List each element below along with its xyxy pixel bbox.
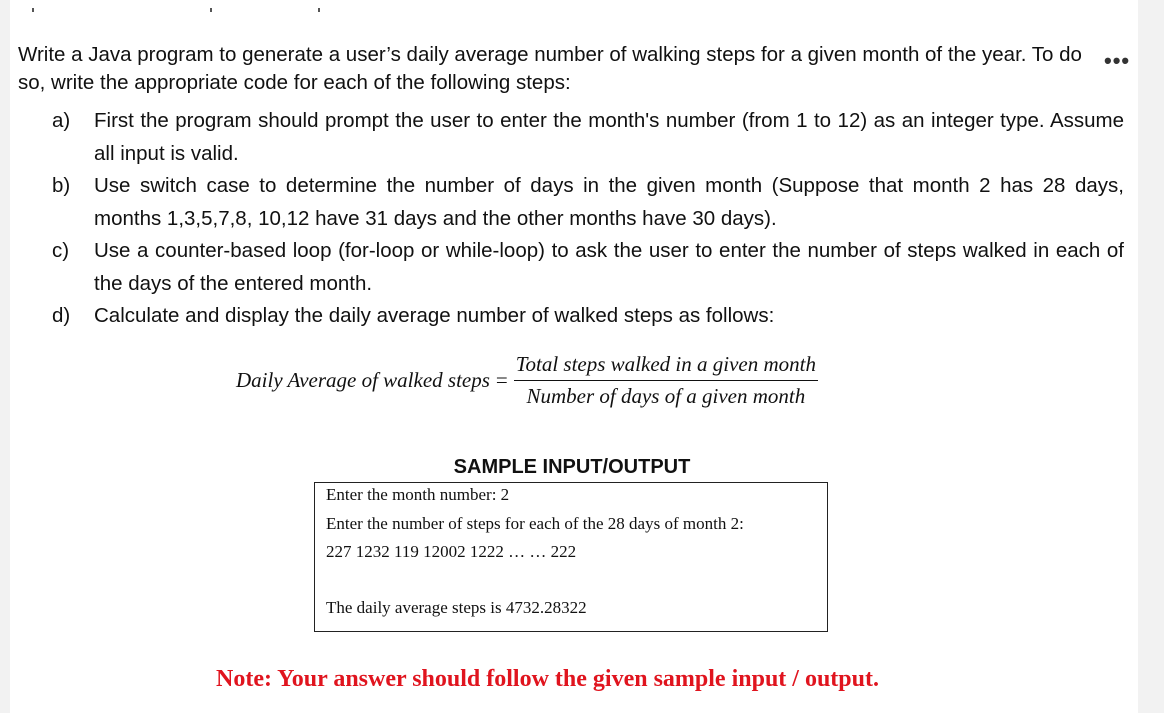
formula-fraction <box>514 352 818 409</box>
formula-equals: = <box>495 368 508 392</box>
sample-line: Enter the number of steps for each of the 28 days of month 2: <box>326 514 744 533</box>
sample-title: SAMPLE INPUT/OUTPUT <box>453 456 691 478</box>
right-margin-strip <box>1138 0 1164 713</box>
step-text: Use a counter-based loop (for-loop or while-loop) to ask the user to enter the number of steps walked in each of the days of the entered month. <box>94 239 1124 295</box>
step-marker: b) <box>52 174 71 197</box>
formula-denominator: Number of days of a given month <box>526 384 806 408</box>
step-marker: a) <box>52 109 71 132</box>
step-b <box>52 170 1124 235</box>
more-options-icon[interactable]: ••• <box>1104 48 1131 73</box>
sample-io-box <box>314 482 828 632</box>
formula-lhs: Daily Average of walked steps <box>236 368 490 392</box>
steps-list <box>52 105 1124 333</box>
average-formula <box>236 352 818 409</box>
note-text: Note: Your answer should follow the given sample input / output. <box>216 666 879 692</box>
sample-line: Enter the month number: 2 <box>326 485 510 504</box>
step-marker: d) <box>52 304 71 327</box>
sample-line: The daily average steps is 4732.28322 <box>326 598 587 617</box>
step-d <box>52 300 1124 333</box>
step-text: Use switch case to determine the number of days in the given month (Suppose that month 2 has 28 days, months 1,3,5,7,8, 10,12 have 31 days and the other months have 30 days). <box>94 174 1124 230</box>
question-intro: Write a Java program to generate a user’s daily average number of walking steps for a given month of the year. To do so, write the appropriate code for each of the following steps: <box>18 43 1082 94</box>
cropped-top-marks <box>10 8 1138 14</box>
sample-line: 227 1232 119 12002 1222 … … 222 <box>326 542 577 561</box>
left-margin-strip <box>0 0 10 713</box>
step-text: Calculate and display the daily average number of walked steps as follows: <box>94 304 775 327</box>
step-text: First the program should prompt the user to enter the month's number (from 1 to 12) as an integer type. Assume all input is valid. <box>94 109 1124 165</box>
formula-numerator: Total steps walked in a given month <box>514 352 818 381</box>
step-marker: c) <box>52 239 70 262</box>
step-c <box>52 235 1124 300</box>
step-a <box>52 105 1124 170</box>
